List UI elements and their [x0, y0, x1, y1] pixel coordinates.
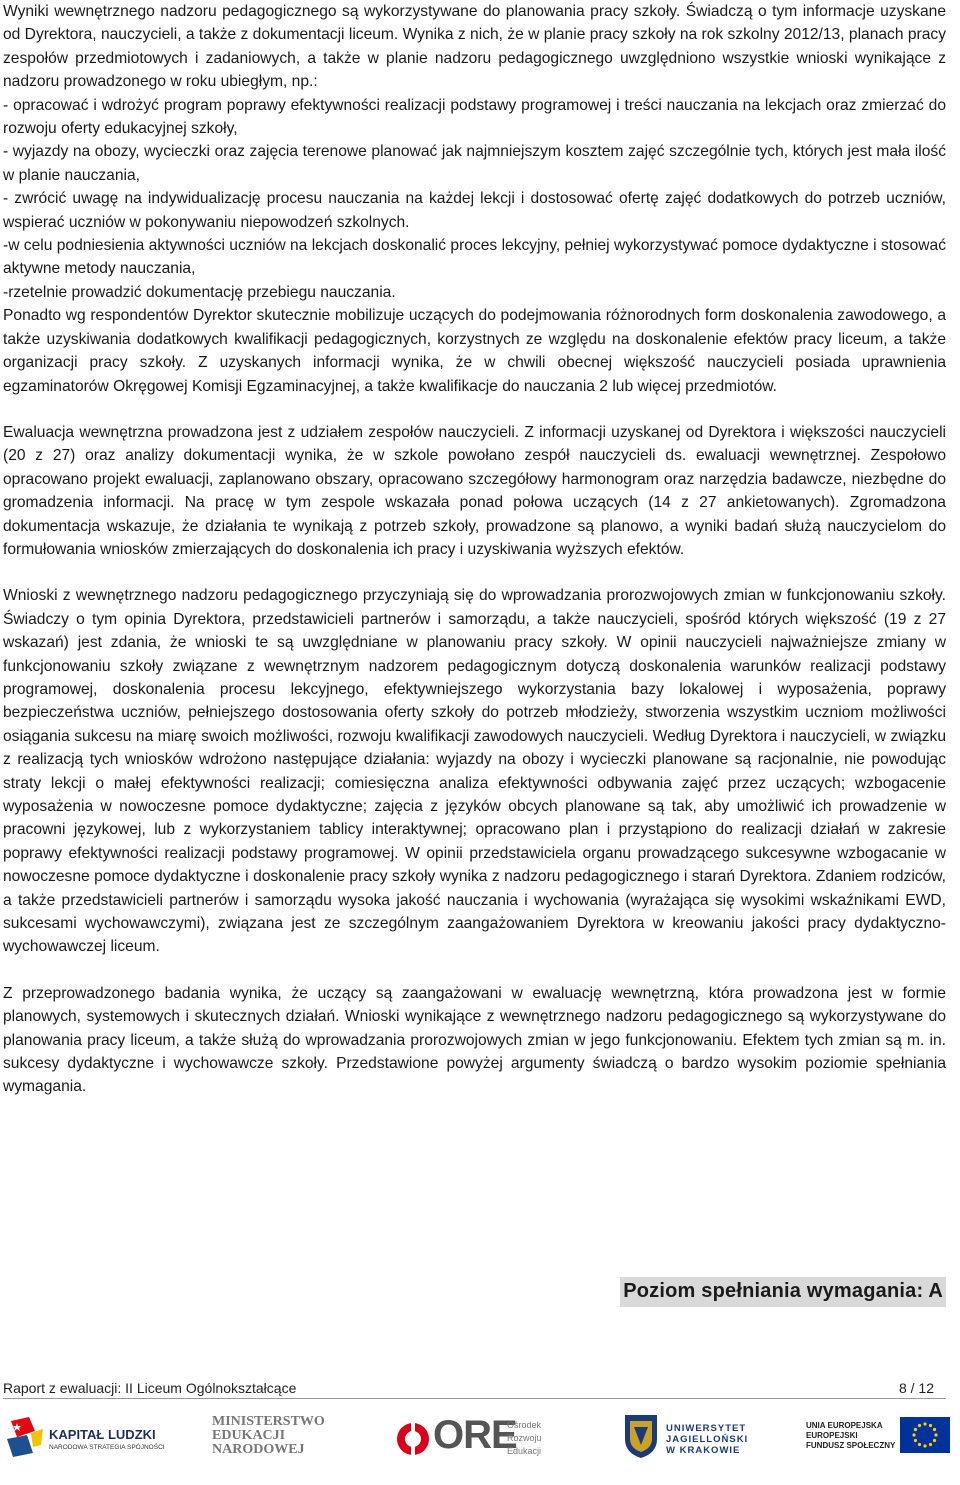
eu-star [918, 1424, 921, 1427]
ore-logo [395, 1413, 560, 1463]
paragraph: Wyniki wewnętrznego nadzoru pedagogicznego są wykorzystywane do planowania pracy szkoły. Świadczą o tym informacje uzyskane od Dyrektora, nauczycieli, a także z dokumentacji liceum. Wynika z nich, że w planie pracy szkoły na rok szkolny 2012/13, planach pracy zespołów przedmiotowych i zadaniowych, a także w planie nadzoru pedagogicznego uwzględniono wszystkie wnioski wynikające z nadzoru prowadzonego w roku ubiegłym, np.: [3, 3, 946, 91]
kapital-ludzki-logo [5, 1415, 165, 1463]
eu-star [914, 1439, 917, 1442]
list-item: -w celu podniesienia aktywności uczniów na lekcjach doskonalić proces lekcyjny, pełniej wykorzystywać pomoce dydaktyczne i stosować aktywne metody nauczania, [3, 237, 946, 278]
eu-star [933, 1428, 936, 1431]
list-item: -rzetelnie prowadzić dokumentację przebiegu nauczania. [3, 283, 396, 301]
eu-line-3: FUNDUSZ SPOŁECZNY [806, 1441, 896, 1450]
logo-strip [0, 1403, 960, 1473]
eu-star [929, 1443, 932, 1446]
footer-report-title: Raport z ewaluacji: II Liceum Ogólnokształcące [3, 1380, 297, 1396]
eu-star [914, 1428, 917, 1431]
paragraph: Z przeprowadzonego badania wynika, że uczący są zaangażowani w ewaluację wewnętrzną, która prowadzona jest w formie planowych, systemowych i skutecznych działań. Wnioski wynikające z wewnętrznego nadzoru pedagogicznego są wykorzystywane do planowania pracy liceum, a także służą do wprowadzania prorozwojowych zmian w jego funkcjonowaniu. Efektem tych zmian są m. in. sukcesy dydaktyczne i wychowawcze szkoły. Przedstawione powyżej argumenty świadczą o bardzo wysokim poziomie spełniania wymagania. [3, 984, 946, 1096]
ore-line-1: Ośrodek [507, 1420, 542, 1430]
eu-star [923, 1422, 926, 1425]
eu-star [933, 1439, 936, 1442]
uj-line-1: UNIWERSYTET [666, 1423, 747, 1434]
men-logo [212, 1415, 327, 1465]
eu-star [912, 1433, 915, 1436]
eu-star [934, 1433, 937, 1436]
men-line-3: NARODOWEJ [212, 1442, 305, 1457]
men-line-2: EDUKACJI [212, 1428, 286, 1443]
requirement-level-badge: Poziom spełniania wymagania: A [620, 1277, 946, 1307]
eu-star [929, 1424, 932, 1427]
paragraph: Ewaluacja wewnętrzna prowadzona jest z udziałem zespołów nauczycieli. Z informacji uzyskanej od Dyrektora i większości nauczycieli (20 z 27) oraz analizy dokumentacji wynika, że w szkole powołano zespół nauczycieli ds. ewaluacji wewnętrznej. Zespołowo opracowano projekt ewaluacji, zaplanowano obszary, opracowano szczegółowy harmonogram oraz narzędzia badawcze, niezbędne do gromadzenia informacji. Na pracę w tym zespole wskazała ponad połowa uczących (14 z 27 ankietowanych). Zgromadzona dokumentacja wskazuje, że działania te wynikają z potrzeb szkoły, prowadzone są planowo, a wyniki badań służą nauczycielom do formułowania wniosków zmierzających do doskonalenia ich pracy i uzyskiwania wyższych efektów. [3, 423, 946, 558]
list-item: - zwrócić uwagę na indywidualizację procesu nauczania na każdej lekcji i dostosować ofertę zajęć dodatkowych do potrzeb uczniów, wspierać uczniów w pokonywaniu niepowodzeń szkolnych. [3, 190, 946, 231]
eu-logo [806, 1417, 956, 1463]
eu-flag-icon [900, 1417, 950, 1453]
eu-star [918, 1443, 921, 1446]
paragraph: Wnioski z wewnętrznego nadzoru pedagogicznego przyczyniają się do wprowadzania prorozwojowych zmian w funkcjonowaniu szkoły. Świadczy o tym opinia Dyrektora, przedstawicieli partnerów i samorządu, a także nauczycieli, spośród których większość (19 z 27 wskazań) jest zdania, że wnioski te są uwzględniane w planowaniu pracy szkoły. W opinii nauczycieli najważniejsze zmiany w funkcjonowaniu szkoły związane z wewnętrznym nadzorem pedagogicznym dotyczą doskonalenia warunków realizacji podstawy programowej, doskonalenia procesu lekcyjnego, efektywniejszego wykorzystania bazy lokalowej i wyposażenia, poprawy bezpieczeństwa uczniów, pełniejszego dostosowania oferty szkoły do potrzeb młodzieży, stworzenia wszystkim uczniom możliwości osiągania sukcesu na miarę swoich możliwości, rozwoju kwalifikacji zawodowych nauczycieli. Według Dyrektora i nauczycieli, w związku z realizacją tych wniosków wdrożono następujące działania: wyjazdy na obozy i wycieczki planowane są racjonalnie, nie powodując straty lekcji o małej efektywności realizacji; comiesięczna analiza efektywności odbywania zajęć przez uczących; wzbogacenie wyposażenia w nowoczesne pomoce dydaktyczne; zajęcia z języków obcych planowane są tak, aby umożliwić ich prowadzenie w pracowni językowej, lub z wykorzystaniem tablicy interaktywnej; opracowano plan i przystąpiono do realizacji działań w zakresie poprawy efektywności realizacji podstawy programowej. W opinii przedstawiciela organu prowadzącego sukcesywne wzbogacanie w nowoczesne pomoce dydaktyczne i doskonalenie pracy szkoły wynika z nadzoru pedagogicznego i starań Dyrektora. Zdaniem rodziców, a także przedstawicieli partnerów i samorządu wysoka jakość nauczania i wychowania (wyrażająca się wysokimi wskaźnikami EWD, sukcesami wychowawczymi), związana jest ze szczególnym zaangażowaniem Dyrektora w kreowaniu jakości pracy dydaktyczno-wychowawczej liceum. [3, 587, 946, 956]
paragraph: Ponadto wg respondentów Dyrektor skutecznie mobilizuje uczących do podejmowania różnorodnych form doskonalenia zawodowego, a także uzyskiwania dodatkowych kwalifikacji pedagogicznych, korzystnych ze względu na doskonalenie efektów pracy liceum, a także organizacji pracy szkoły. Z uzyskanych informacji wynika, że w chwili obecnej większość nauczycieli posiada uprawnienia egzaminatorów Okręgowej Komisji Egzaminacyjnej, a także kwalifikacje do nauczania 2 lub więcej przedmiotów. [3, 307, 946, 395]
page-number: 8 / 12 [898, 1380, 934, 1396]
kapital-ludzki-emblem-icon [5, 1415, 45, 1459]
ore-line-2: Rozwoju [507, 1433, 542, 1443]
uj-crest-icon [622, 1411, 660, 1459]
uj-line-3: W KRAKOWIE [666, 1445, 741, 1456]
page-footer [3, 1378, 946, 1399]
kapital-ludzki-tagline: NARODOWA STRATEGIA SPÓJNOŚCI [49, 1444, 165, 1451]
eu-line-2: EUROPEJSKI [806, 1431, 858, 1440]
men-line-1: MINISTERSTWO [212, 1414, 325, 1429]
ore-wordmark: ORE [433, 1413, 517, 1457]
eu-line-1: UNIA EUROPEJSKA [806, 1421, 883, 1430]
kapital-ludzki-name: KAPITAŁ LUDZKI [49, 1427, 156, 1442]
list-item: - wyjazdy na obozy, wycieczki oraz zajęcia terenowe planować jak najmniejszym kosztem zajęć szczególnie tych, których jest mała ilość w planie nauczania, [3, 143, 946, 184]
list-item: - opracować i wdrożyć program poprawy efektywności realizacji podstawy programowej i treści nauczania na lekcjach oraz zmierzać do rozwoju oferty edukacyjnej szkoły, [3, 96, 946, 138]
uj-line-2: JAGIELLOŃSKI [666, 1434, 749, 1445]
ore-line-3: Edukacji [507, 1446, 542, 1456]
uj-logo [622, 1411, 752, 1466]
requirement-level-box [620, 1277, 946, 1307]
report-body [3, 0, 946, 1099]
ore-emblem-icon [395, 1421, 431, 1457]
eu-star [923, 1444, 926, 1447]
